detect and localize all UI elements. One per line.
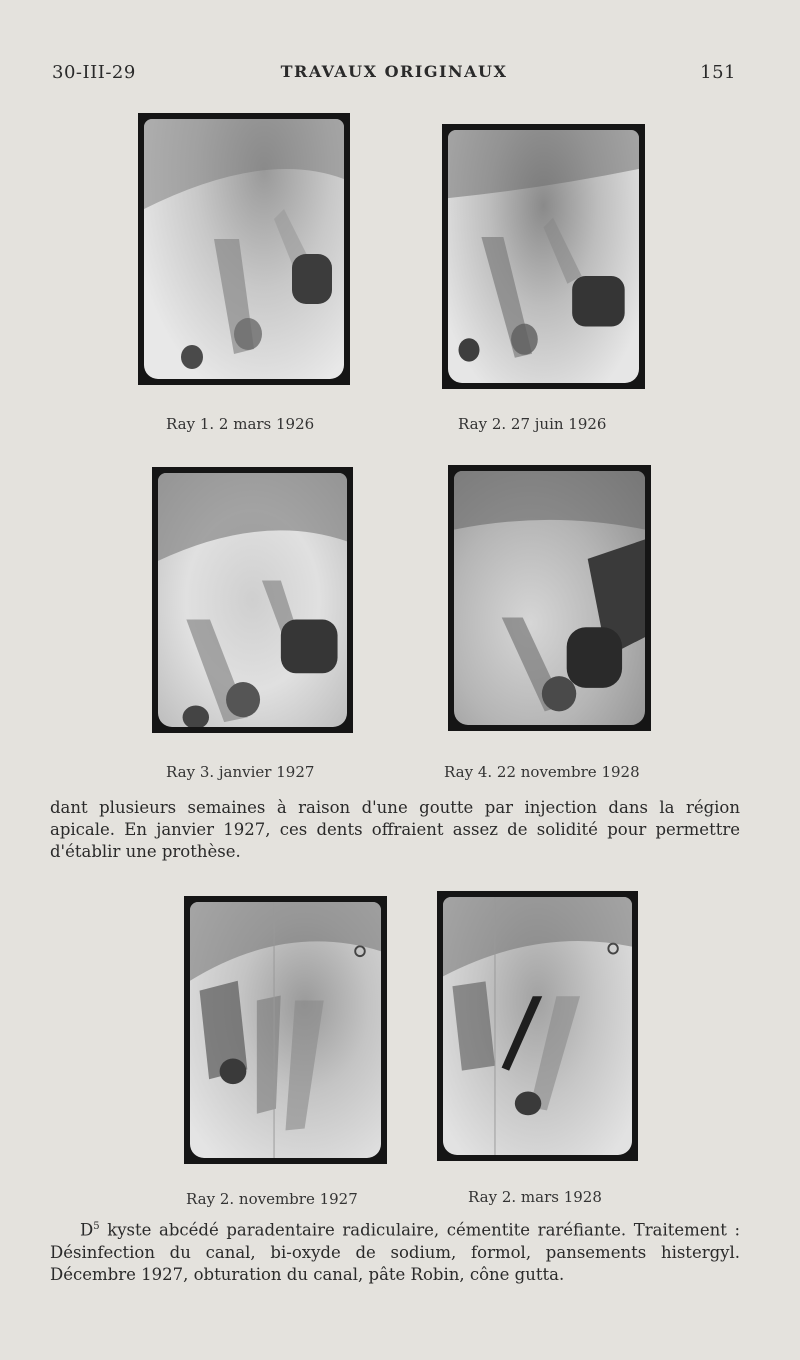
body-paragraph-1: dant plusieurs semaines à raison d'une goutte par injection dans la région apicale. En janvier 1927, ces dents offraient assez de solidité pour permettre d'établir une prothèse. (50, 798, 740, 861)
caption-figure-4: Ray 4. 22 novembre 1928 (444, 763, 640, 781)
tooth-number: 5 (93, 1221, 100, 1232)
page-header (52, 62, 736, 86)
xray-figure-2 (442, 124, 645, 389)
xray-figure-4 (448, 465, 651, 731)
page-number: 151 (700, 62, 736, 83)
caption-figure-1: Ray 1. 2 mars 1926 (166, 415, 315, 433)
section-title: TRAVAUX ORIGINAUX (280, 62, 508, 81)
tooth-label: D (80, 1220, 94, 1240)
caption-figure-5: Ray 2. novembre 1927 (186, 1190, 358, 1208)
xray-figure-1 (138, 113, 350, 385)
xray-figure-6 (437, 891, 638, 1161)
caption-figure-3: Ray 3. janvier 1927 (166, 763, 315, 781)
paragraph-2-text: kyste abcédé paradentaire radiculaire, cémentite raréfiante. Traitement : Désinfection du canal, bi-oxyde de sodium, formol, pansements histergyl. Décembre 1927, obturation du canal, pâte Robin, cône gutta. (50, 1220, 740, 1284)
xray-figure-3 (152, 467, 353, 733)
caption-figure-2: Ray 2. 27 juin 1926 (458, 415, 607, 433)
xray-figure-5 (184, 896, 387, 1164)
caption-figure-6: Ray 2. mars 1928 (468, 1188, 602, 1206)
issue-date: 30-III-29 (52, 62, 136, 83)
body-paragraph-2 (50, 1216, 740, 1286)
